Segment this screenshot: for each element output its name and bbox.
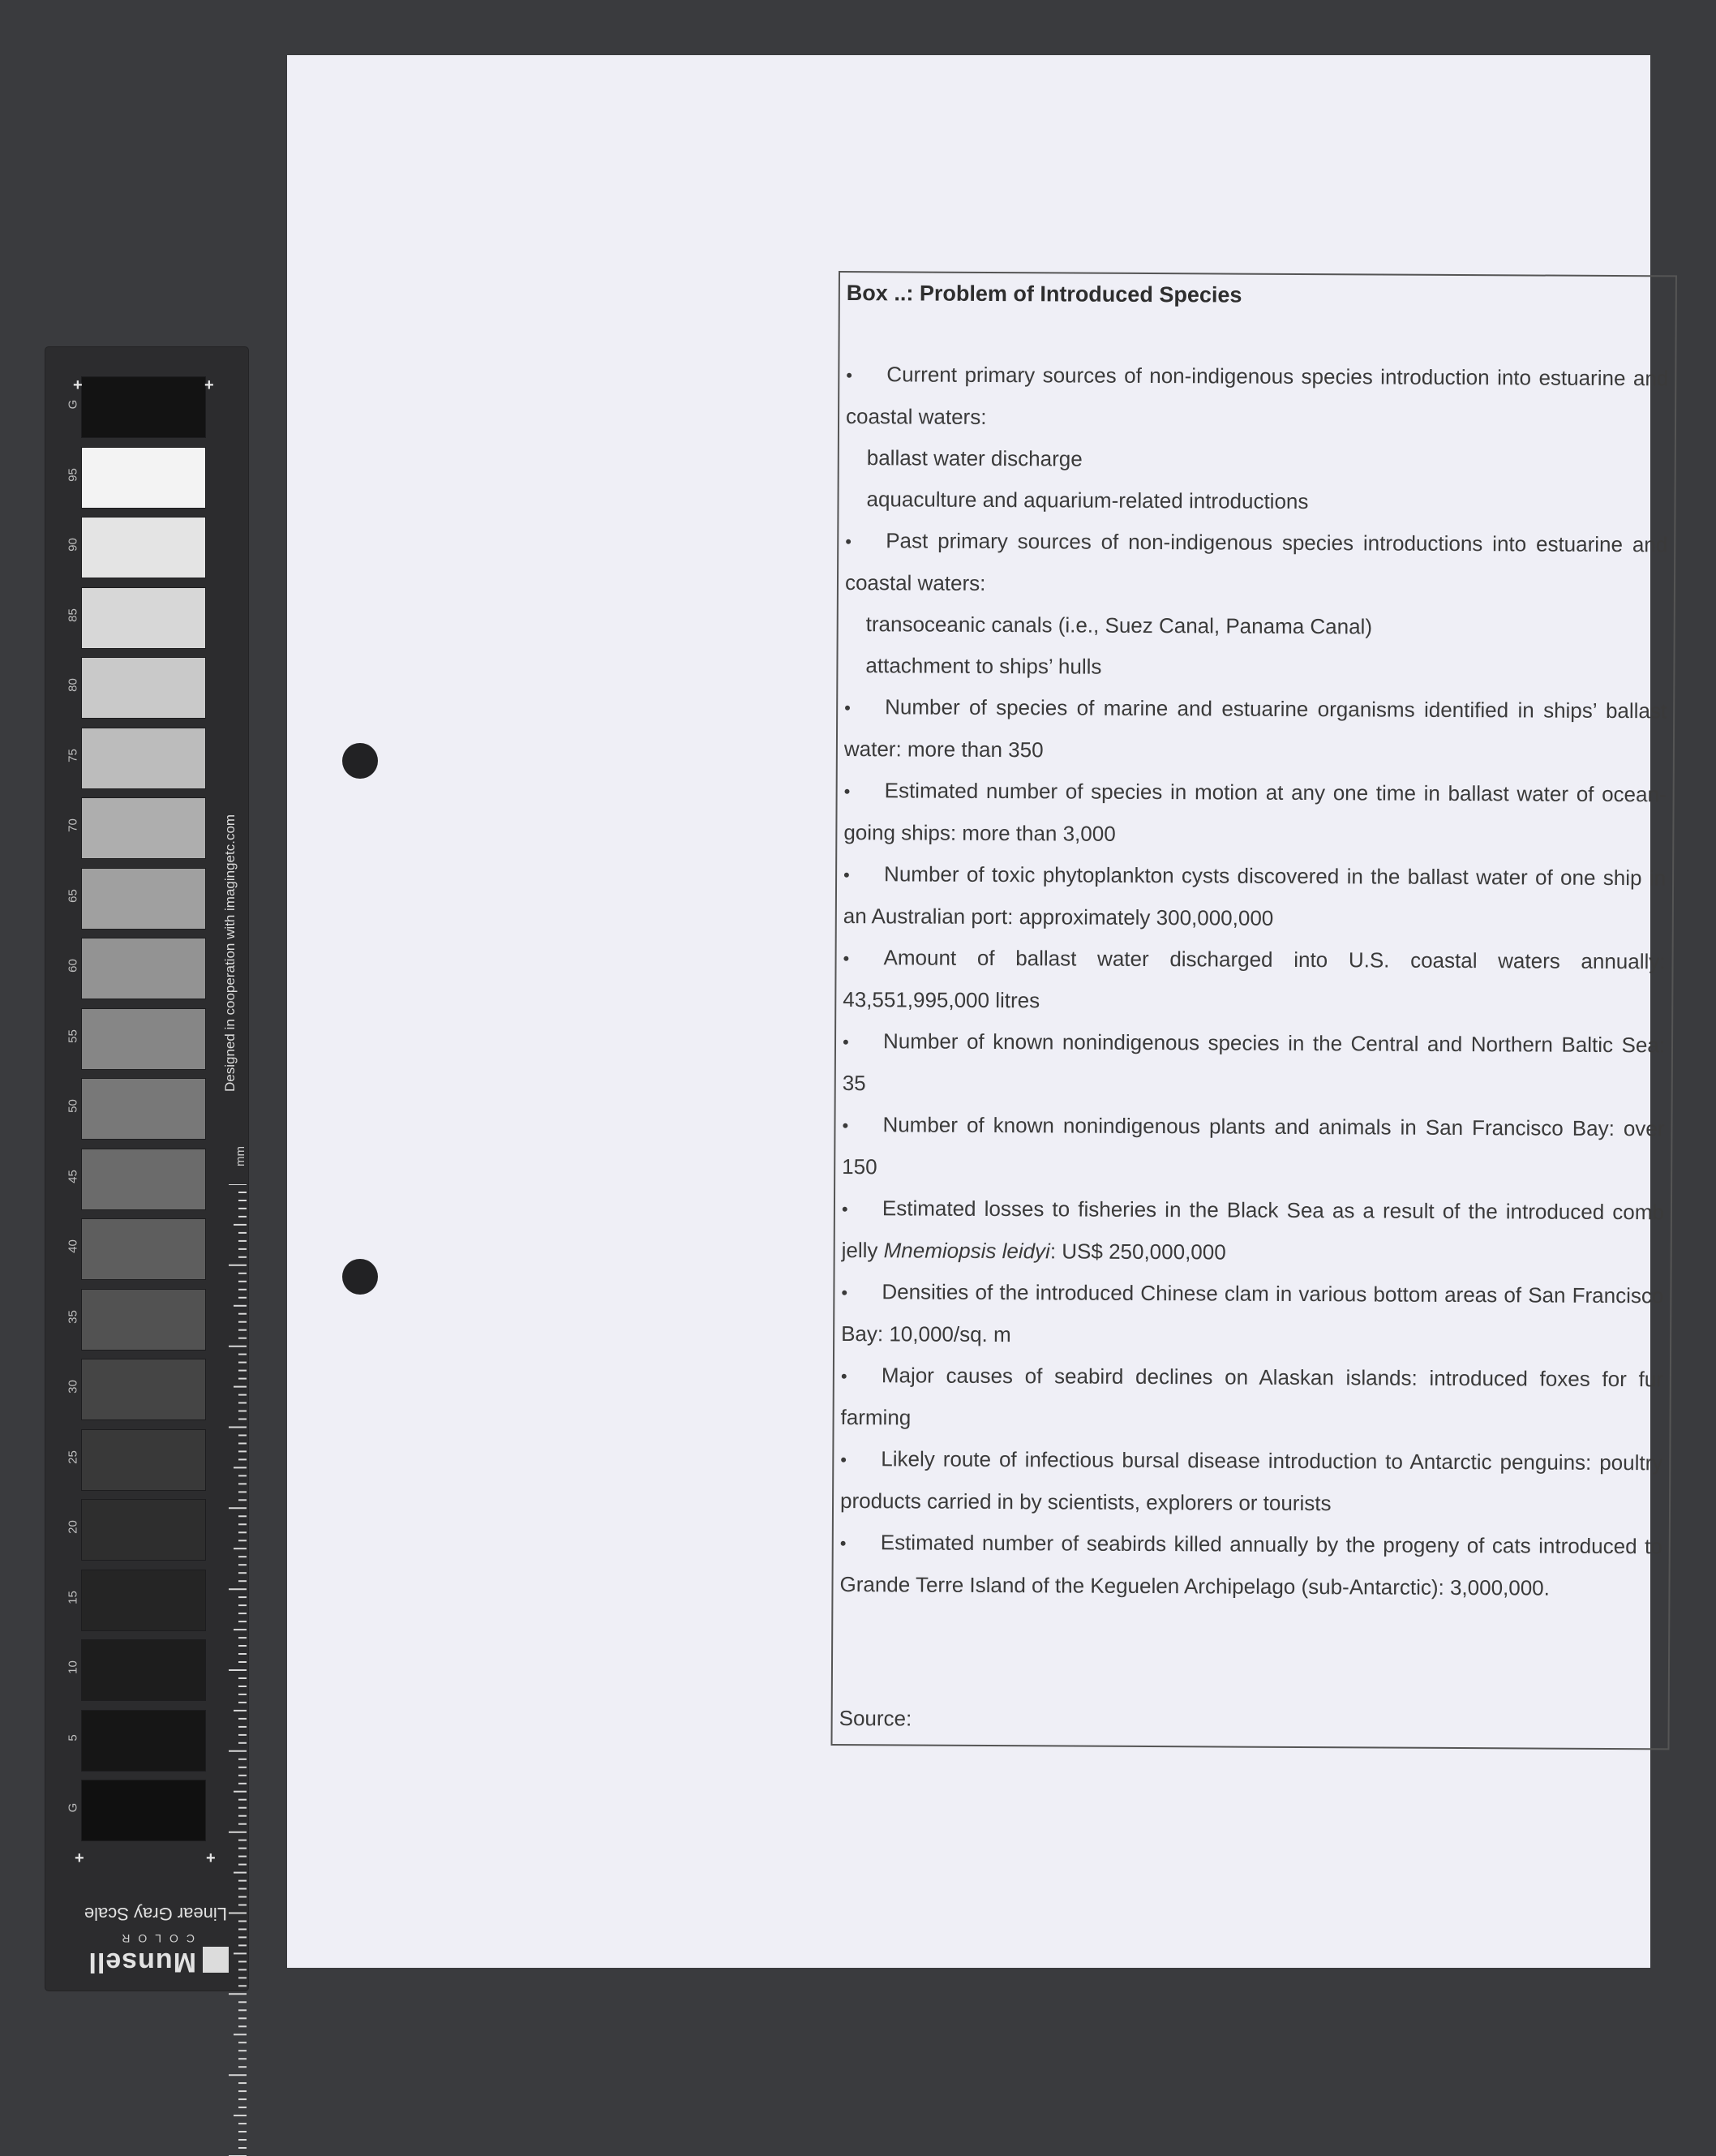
bullet-icon: • — [844, 698, 851, 719]
swatch-label: 45 — [66, 1169, 80, 1183]
bullet-icon: • — [842, 1115, 849, 1136]
bullet-icon: • — [842, 1032, 849, 1053]
fact-item — [842, 1104, 1665, 1192]
gray-swatch — [81, 1570, 206, 1631]
swatch-label: 85 — [66, 608, 80, 622]
gray-swatch — [81, 1008, 206, 1070]
fact-text: Estimated number of species in motion at any one time in ballast water of ocean-going ships: more than 3,000 — [843, 778, 1667, 846]
gray-swatch — [81, 1780, 206, 1841]
fact-item — [843, 853, 1667, 941]
fact-text: Past primary sources of non-indigenous species introductions into estuarine and coastal waters: — [844, 528, 1668, 595]
fact-subitem: aquaculture and aquarium-related introductions — [866, 487, 1309, 514]
box-title: Box ..: Problem of Introduced Species — [846, 281, 1242, 307]
swatch-label: 60 — [66, 959, 80, 973]
fact-text: Number of toxic phytoplankton cysts discovered in the ballast water of one ship in an Australian port: approximately 300,000,000 — [843, 861, 1667, 930]
swatch-label: 90 — [66, 538, 80, 552]
punch-hole — [342, 743, 378, 779]
gray-swatch — [81, 797, 206, 859]
plus-mark: + — [204, 376, 214, 394]
bullet-icon: • — [843, 948, 850, 969]
fact-subitem: ballast water discharge — [866, 445, 1083, 471]
gray-swatch — [81, 657, 206, 719]
fact-item — [843, 770, 1667, 857]
swatch-label: 10 — [66, 1660, 80, 1674]
source-label: Source: — [839, 1706, 912, 1731]
munsell-logo-icon — [203, 1947, 229, 1973]
swatch-label: 5 — [66, 1733, 80, 1742]
designed-by-text: Designed in cooperation with imagingetc.com — [222, 814, 238, 1092]
fact-subitem: attachment to ships’ hulls — [865, 653, 1102, 679]
gray-swatch — [81, 447, 206, 509]
swatch-label: 30 — [66, 1380, 80, 1394]
brand-scale-title: Linear Gray Scale — [84, 1904, 227, 1924]
bullet-icon: • — [846, 365, 853, 386]
fact-text: Number of known nonindigenous plants and animals in San Francisco Bay: over 150 — [842, 1112, 1665, 1179]
fact-text: Densities of the introduced Chinese clam in various bottom areas of San Francisco Bay: 10,000/sq. m — [841, 1279, 1664, 1347]
gray-swatch — [81, 1429, 206, 1491]
punch-hole — [342, 1259, 378, 1295]
fact-item — [844, 686, 1667, 774]
bullet-icon: • — [840, 1366, 847, 1387]
brand-subtitle: COLOR — [114, 1932, 195, 1945]
fact-item — [842, 1188, 1665, 1275]
gray-swatch — [81, 517, 206, 578]
gray-swatch — [81, 868, 206, 930]
bullet-icon: • — [843, 865, 850, 886]
swatch-label: 35 — [66, 1309, 80, 1324]
gray-swatch — [81, 1289, 206, 1351]
plus-mark: + — [206, 1849, 216, 1867]
species-name: Mnemiopsis leidyi — [883, 1238, 1050, 1264]
swatch-label: 95 — [66, 467, 80, 482]
swatch-label: 25 — [66, 1450, 80, 1464]
fact-item — [845, 520, 1668, 608]
bullet-icon: • — [840, 1450, 847, 1471]
fact-text: Major causes of seabird declines on Alaskan islands: introduced foxes for fur farming — [840, 1363, 1663, 1430]
fact-item — [843, 1020, 1666, 1108]
fact-item — [840, 1355, 1663, 1442]
ruler-unit-label: mm — [234, 1146, 247, 1166]
gray-swatch — [81, 728, 206, 789]
bullet-icon: • — [841, 1199, 848, 1220]
bullet-icon: • — [845, 531, 852, 552]
fact-text: Number of known nonindigenous species in the Central and Northern Baltic Sea: 35 — [842, 1029, 1666, 1096]
gray-swatch — [81, 1710, 206, 1772]
fact-text: Current primary sources of non-indigenous species introduction into estuarine and coastal waters: — [845, 362, 1669, 429]
gray-swatch — [81, 1218, 206, 1280]
munsell-brand — [62, 1888, 232, 1978]
fact-text: Estimated losses to fisheries in the Black Sea as a result of the introduced comb jelly — [841, 1196, 1665, 1263]
swatch-label: 70 — [66, 818, 80, 832]
fact-list — [839, 354, 1668, 1609]
gray-swatch — [81, 1149, 206, 1210]
fact-text: Amount of ballast water discharged into U.S. coastal waters annually: 43,551,995,000 litres — [843, 945, 1666, 1013]
swatch-label: 80 — [66, 678, 80, 692]
swatch-label: 50 — [66, 1099, 80, 1113]
brand-name: Munsell — [88, 1947, 196, 1978]
fact-text: Likely route of infectious bursal disease introduction to Antarctic penguins: poultry products carried in by scientists, explorers or tourists — [839, 1446, 1663, 1516]
fact-item — [846, 354, 1669, 441]
gray-scale-card — [45, 347, 248, 1991]
swatch-label: G — [66, 399, 80, 410]
plus-mark: + — [73, 376, 83, 394]
swatch-label: 20 — [66, 1520, 80, 1534]
bullet-icon: • — [843, 781, 851, 802]
bullet-icon: • — [841, 1282, 848, 1303]
gray-swatch — [81, 1499, 206, 1561]
gray-swatch — [81, 938, 206, 999]
fact-text: : US$ 250,000,000 — [1049, 1239, 1226, 1265]
gray-swatch — [81, 1078, 206, 1140]
gray-swatch — [81, 1359, 206, 1420]
paper-sheet — [287, 55, 1669, 1968]
swatch-label: 75 — [66, 748, 80, 762]
fact-subitem: transoceanic canals (i.e., Suez Canal, Panama Canal) — [865, 612, 1373, 639]
swatch-label: 40 — [66, 1239, 80, 1253]
fact-item — [843, 937, 1666, 1024]
millimeter-ruler — [229, 1184, 247, 2156]
introduced-species-box — [830, 271, 1677, 1750]
plus-mark: + — [75, 1849, 84, 1867]
gray-swatch — [81, 587, 206, 649]
gray-swatch — [81, 376, 206, 438]
swatch-label: 55 — [66, 1029, 80, 1043]
swatch-label: 15 — [66, 1590, 80, 1604]
swatch-label: 65 — [66, 888, 80, 903]
fact-text: Number of species of marine and estuarine organisms identified in ships’ ballast water: more than 350 — [843, 694, 1667, 762]
swatch-label: G — [66, 1802, 80, 1813]
bullet-icon: • — [839, 1533, 847, 1554]
fact-text: Estimated number of seabirds killed annually by the progeny of cats introduced to Grande Terre Island of the Keguelen Archipelago (sub-Antarctic): 3,000,000. — [839, 1530, 1662, 1600]
fact-item — [840, 1438, 1663, 1526]
gray-swatch — [81, 1639, 206, 1701]
fact-item — [839, 1522, 1662, 1609]
fact-item — [841, 1271, 1664, 1359]
